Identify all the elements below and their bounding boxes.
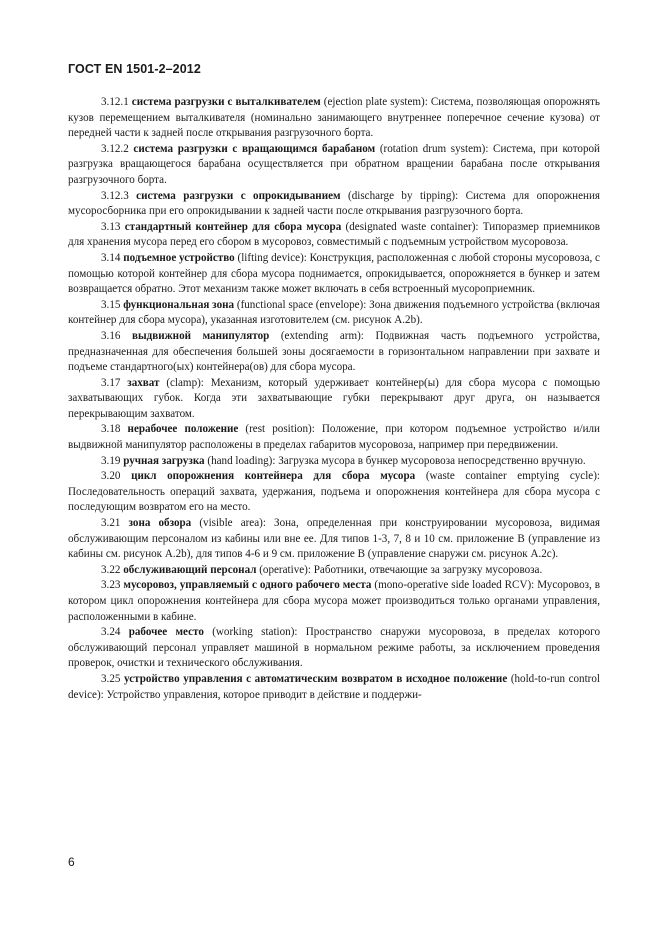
clause-number: 3.25 bbox=[101, 672, 121, 685]
definition-entry bbox=[68, 298, 600, 329]
clause-number: 3.18 bbox=[101, 423, 121, 436]
clause-number: 3.17 bbox=[101, 376, 121, 389]
definition-text: (designated waste container): Типоразмер приемников для хранения мусора перед его сбором в мусоровоз, совместимый с подъемным устройством мусоровоза. bbox=[68, 220, 600, 249]
defined-term: система разгрузки с опрокидыванием bbox=[136, 189, 341, 202]
definition-text: (discharge by tipping): Система для опорожнения мусоросборника при его опрокидывании к задней части после открывания разгрузочного борта. bbox=[68, 189, 600, 218]
definition-text: (operative): Работники, отвечающие за загрузку мусоровоза. bbox=[259, 563, 543, 576]
definition-entry bbox=[68, 95, 600, 142]
definition-text: (lifting device): Конструкция, расположенная с любой стороны мусоровоза, с помощью которой контейнер для сбора мусора поднимается, опрокидывается, опорожняется в бункер и затем возвращается обратно. Этот механизм также может включать в себя встроенный мусороприемник. bbox=[68, 251, 600, 296]
definition-entry bbox=[68, 220, 600, 251]
defined-term: нерабочее положение bbox=[127, 423, 239, 436]
defined-term: стандартный контейнер для сбора мусора bbox=[124, 220, 342, 233]
document-code-header: ГОСТ EN 1501-2–2012 bbox=[68, 62, 201, 76]
clause-number: 3.19 bbox=[101, 454, 121, 467]
definition-text: (rotation drum system): Система, при которой разгрузка вращающегося барабана осуществляется при обратном вращении барабана после открывания разгрузочного борта. bbox=[68, 142, 600, 186]
defined-term: зона обзора bbox=[128, 517, 192, 530]
defined-term: обслуживающий персонал bbox=[123, 563, 257, 576]
definition-text: (rest position): Положение, при котором подъемное устройство и/или выдвижной манипулятор расположены в пределах габаритов мусоровоза, например при передвижении. bbox=[68, 423, 600, 452]
definition-text: (hold-to-run control device): Устройство управления, которое приводит в действие и поддержи- bbox=[68, 672, 601, 701]
definition-text: (extending arm): Подвижная часть подъемного устройства, предназначенная для обеспечения большей зоны досягаемости в горизонтальном направлении при захвате и подъеме стандартного(ых) контейнера(ов) для сбора мусора. bbox=[68, 329, 600, 374]
clause-number: 3.24 bbox=[101, 626, 121, 639]
defined-term: рабочее место bbox=[128, 626, 204, 639]
clause-number: 3.12.3 bbox=[101, 189, 129, 202]
definition-text: (functional space (envelope): Зона движения подъемного устройства (включая контейнер для сбора мусора), указанная изготовителем (см. рисунок А.2b). bbox=[68, 298, 600, 327]
clause-number: 3.16 bbox=[101, 329, 121, 342]
clause-number: 3.12.1 bbox=[101, 96, 129, 108]
definition-entry bbox=[68, 376, 600, 423]
clause-number: 3.12.2 bbox=[101, 142, 129, 155]
definition-text: (visible area): Зона, определенная при конструировании мусоровоза, видимая обслуживающим персоналом из кабины или вне ее. Для типов 1-3, 7, 8 и 10 см. приложение В (управление из кабины см. рисунок А.2b), для типов 4-6 и 9 см. приложение В (управление снаружи см. рисунок А.2c). bbox=[68, 517, 601, 561]
defined-term: подъемное устройство bbox=[123, 251, 235, 264]
definition-text: (ejection plate system): Система, позволяющая опорожнять кузов перемещением выталкивателя (номинально занимающего внутреннее поперечное сечение кузова) от передней части к задней после открывания разгрузочного борта. bbox=[68, 96, 600, 140]
definition-entry bbox=[68, 625, 600, 672]
definition-entry bbox=[68, 578, 600, 625]
page-number: 6 bbox=[68, 855, 75, 869]
definitions-list bbox=[68, 95, 600, 703]
defined-term: мусоровоз, управляемый с одного рабочего места bbox=[123, 579, 372, 592]
definition-entry bbox=[68, 189, 600, 220]
definition-entry bbox=[68, 469, 600, 516]
definition-entry bbox=[68, 516, 600, 563]
defined-term: цикл опорожнения контейнера для сбора мусора bbox=[131, 470, 416, 483]
definition-entry bbox=[68, 563, 600, 579]
defined-term: выдвижной манипулятор bbox=[131, 329, 270, 342]
clause-number: 3.22 bbox=[101, 563, 121, 576]
definition-text: (hand loading): Загрузка мусора в бункер мусоровоза непосредственно вручную. bbox=[207, 454, 586, 467]
defined-term: захват bbox=[127, 376, 160, 389]
clause-number: 3.21 bbox=[101, 517, 121, 530]
definition-text: (mono-operative side loaded RCV): Мусоровоз, в котором цикл опорожнения контейнера для сбора мусора может производиться только органами управления, расположенными в кабине. bbox=[68, 579, 600, 623]
clause-number: 3.23 bbox=[101, 579, 121, 592]
definition-text: (working station): Пространство снаружи мусоровоза, в пределах которого обслуживающий персонал управляет машиной в нормальном режиме работы, за исключением проведения проверок, очистки и технического обслуживания. bbox=[68, 626, 600, 670]
definition-entry bbox=[68, 142, 600, 189]
defined-term: ручная загрузка bbox=[123, 454, 205, 467]
clause-number: 3.15 bbox=[101, 298, 121, 311]
clause-number: 3.14 bbox=[101, 251, 121, 264]
definition-entry bbox=[68, 329, 600, 376]
definition-entry bbox=[68, 454, 600, 470]
defined-term: функциональная зона bbox=[123, 298, 235, 311]
defined-term: система разгрузки с выталкивателем bbox=[131, 96, 321, 108]
definition-entry bbox=[68, 672, 600, 703]
defined-term: устройство управления с автоматическим возвратом в исходное положение bbox=[123, 672, 508, 685]
clause-number: 3.20 bbox=[101, 470, 121, 483]
definition-text: (clamp): Механизм, который удерживает контейнер(ы) для сбора мусора с помощью захватывающих губок. Когда эти захватывающие губки перекрывают друг друга, он называется перекрывающим захватом. bbox=[68, 376, 601, 420]
definition-text: (waste container emptying cycle): Последовательность операций захвата, удержания, подъема и опорожнения контейнера для сбора мусора с последующим возвратом его на место. bbox=[68, 470, 600, 514]
defined-term: система разгрузки с вращающимся барабаном bbox=[133, 142, 376, 155]
definition-entry bbox=[68, 251, 600, 298]
definition-entry bbox=[68, 422, 600, 453]
clause-number: 3.13 bbox=[101, 220, 121, 233]
